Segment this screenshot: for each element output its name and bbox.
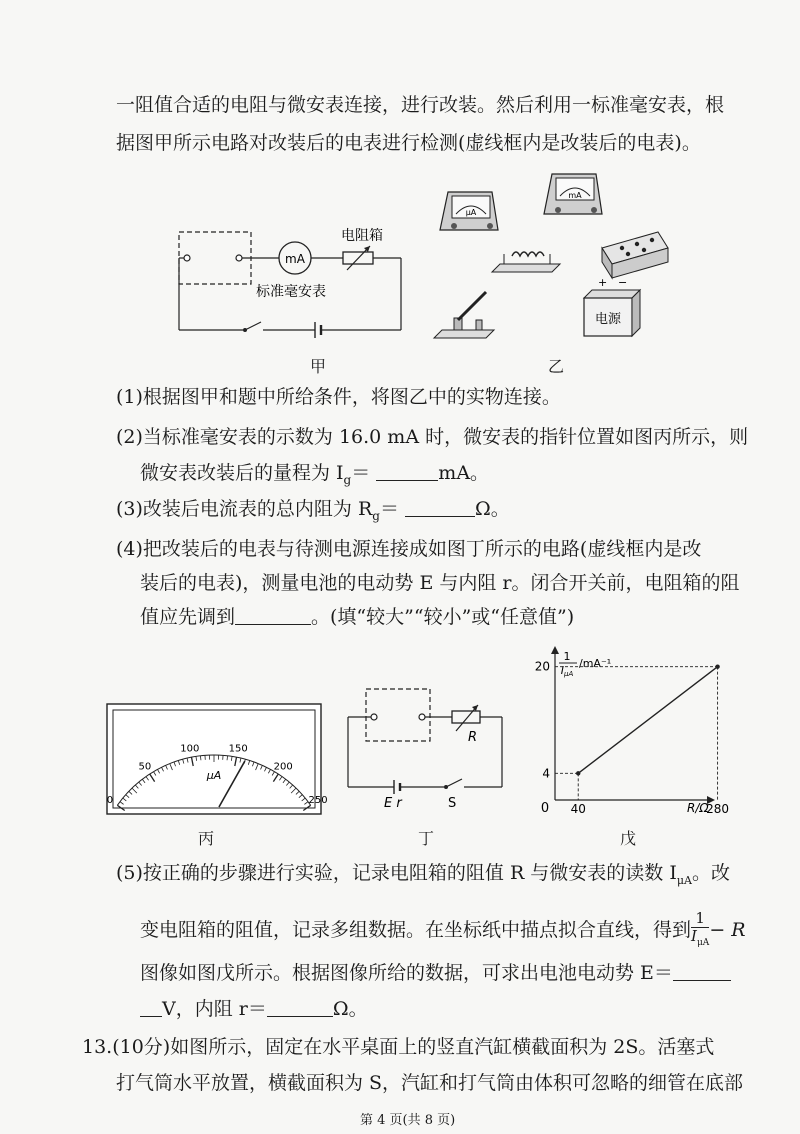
y-tick-label: 4 bbox=[542, 766, 550, 780]
wu-ylabel-den: IμA bbox=[561, 664, 574, 678]
power-minus: − bbox=[618, 276, 627, 289]
meter-tick bbox=[227, 756, 228, 760]
meter-scale-label: 100 bbox=[180, 743, 199, 754]
figure-yi-apparatus bbox=[432, 168, 672, 348]
power-supply-device bbox=[584, 276, 640, 336]
microammeter-device bbox=[440, 192, 498, 230]
fraction-one-over-i: $\frac{1}{I_{\mu A}}$ bbox=[691, 910, 709, 952]
meter-tick bbox=[200, 756, 201, 760]
wu-ylabel-num: 1 bbox=[564, 650, 571, 663]
answer-blank-emf-part2[interactable] bbox=[140, 998, 162, 1017]
caption-wu: 戊 bbox=[620, 826, 636, 849]
ding-r-label: R bbox=[468, 730, 477, 745]
question-5-d: V，内阻 r＝ Ω。 bbox=[140, 996, 368, 1022]
caption-ding: 丁 bbox=[418, 826, 434, 849]
meter-scale-label: 50 bbox=[138, 761, 151, 772]
question-4-c: 值应先调到 。(填“较大”“较小”或“任意值”) bbox=[140, 604, 574, 630]
resistor-box-label: 电阻箱 bbox=[341, 227, 383, 244]
figure-jia-circuit bbox=[165, 222, 415, 347]
answer-blank-r[interactable] bbox=[267, 998, 333, 1017]
wu-xlabel: R/Ω bbox=[687, 801, 709, 815]
question-13-b: 打气筒水平放置，横截面积为 S，汽缸和打气筒由体积可忽略的细管在底部 bbox=[116, 1070, 743, 1096]
figure-bing-microammeter bbox=[106, 703, 322, 815]
answer-blank-emf-part1[interactable] bbox=[673, 962, 731, 981]
resistance-box-device bbox=[602, 232, 668, 278]
wu-ylabel-unit: /mA⁻¹ bbox=[579, 657, 611, 670]
milliammeter-device bbox=[544, 174, 602, 214]
y-tick-label: 20 bbox=[535, 660, 550, 674]
question-4-b: 装后的电表)，测量电池的电动势 E 与内阻 r。闭合开关前，电阻箱的阻 bbox=[140, 570, 740, 596]
bing-unit: μA bbox=[206, 769, 222, 782]
resistor-coil-device bbox=[492, 252, 560, 272]
figure-wu-chart bbox=[515, 640, 730, 820]
caption-jia: 甲 bbox=[310, 354, 326, 377]
figure-ding-circuit bbox=[340, 683, 510, 811]
meter-scale-label: 0 bbox=[107, 795, 113, 806]
page-footer: 第 4 页(共 8 页) bbox=[360, 1108, 455, 1134]
caption-yi: 乙 bbox=[548, 354, 564, 377]
ding-s-label: S bbox=[448, 796, 456, 811]
meter-scale-label: 150 bbox=[229, 743, 248, 754]
ma-meter-symbol: mA bbox=[285, 252, 306, 266]
micro-device-label: μA bbox=[466, 208, 477, 217]
fit-line bbox=[578, 667, 717, 774]
ding-e-r-label: E r bbox=[384, 796, 403, 811]
question-5-b: 变电阻箱的阻值，记录多组数据。在坐标纸中描点拟合直线，得到 $\frac{1}{I_{\mu A}}$ − R bbox=[140, 910, 746, 952]
question-5-c: 图像如图戊所示。根据图像所给的数据，可求出电池电动势 E＝ bbox=[140, 960, 731, 986]
question-4-a: (4)把改装后的电表与待测电源连接成如图丁所示的电路(虚线框内是改 bbox=[116, 536, 701, 562]
x-tick-label: 280 bbox=[706, 802, 729, 816]
question-5-a: (5)按正确的步骤进行实验，记录电阻箱的阻值 R 与微安表的读数 $I_{\mu A}$。改 bbox=[116, 860, 730, 894]
wu-origin: 0 bbox=[541, 801, 549, 816]
x-tick-label: 40 bbox=[571, 802, 586, 816]
meter-scale-label: 250 bbox=[308, 795, 327, 806]
answer-blank-range[interactable] bbox=[376, 462, 438, 481]
meter-scale-label: 200 bbox=[274, 761, 293, 772]
switch-device bbox=[434, 292, 494, 338]
question-13-a: 13.(10分)如图所示，固定在水平桌面上的竖直汽缸横截面积为 2S。活塞式 bbox=[82, 1034, 714, 1060]
standard-meter-label: 标准毫安表 bbox=[256, 283, 326, 300]
question-3: (3)改装后电流表的总内阻为 $R_g= \Omega$。 bbox=[116, 496, 510, 529]
answer-blank-rg[interactable] bbox=[405, 498, 475, 517]
power-plus: + bbox=[598, 276, 607, 289]
question-1: (1)根据图甲和题中所给条件，将图乙中的实物连接。 bbox=[116, 384, 561, 410]
milli-device-label: mA bbox=[568, 191, 582, 200]
power-label: 电源 bbox=[595, 311, 622, 327]
answer-blank-resistance[interactable] bbox=[235, 606, 311, 625]
question-2-a: (2)当标准毫安表的示数为 16.0 mA 时，微安表的指针位置如图丙所示，则 bbox=[116, 424, 748, 450]
intro-line-1: 一阻值合适的电阻与微安表连接，进行改装。然后利用一标准毫安表，根 bbox=[116, 92, 724, 118]
question-2-b: 微安表改装后的量程为 $I_g=$ mA。 bbox=[140, 460, 489, 493]
intro-line-2: 据图甲所示电路对改装后的电表进行检测(虚线框内是改装后的电表)。 bbox=[116, 130, 701, 156]
caption-bing: 丙 bbox=[198, 826, 214, 849]
